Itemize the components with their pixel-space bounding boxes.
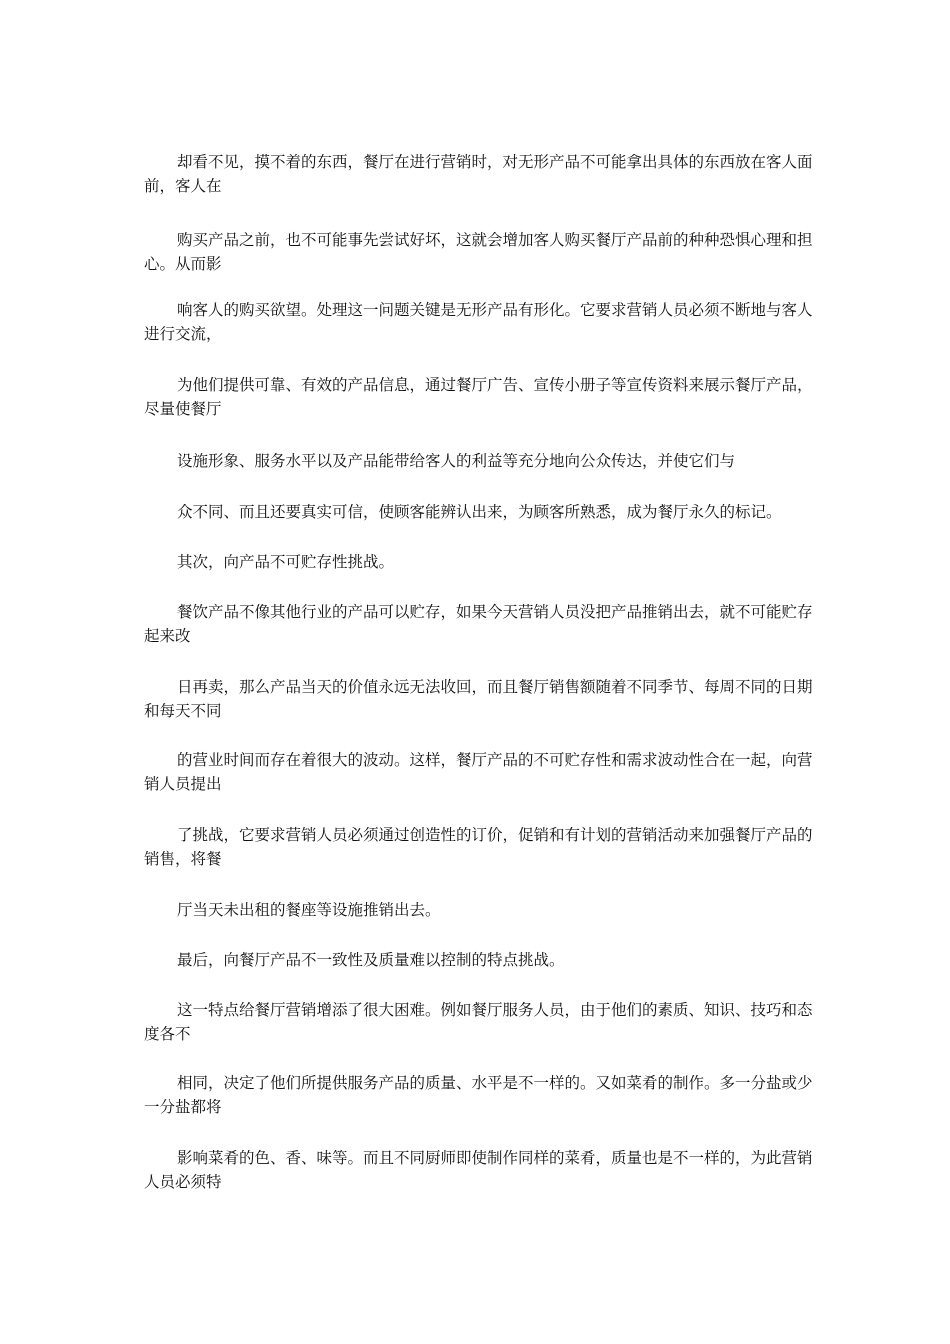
paragraph: 日再卖，那么产品当天的价值永远无法收回，而且餐厅销售额随着不同季节、每周不同的日期和每天不同 [144,678,813,720]
paragraph: 厅当天未出租的餐座等设施推销出去。 [177,901,441,919]
paragraph: 影响菜肴的色、香、味等。而且不同厨师即使制作同样的菜肴，质量也是不一样的，为此营销人员必须特 [144,1149,813,1191]
paragraph: 餐饮产品不像其他行业的产品可以贮存，如果今天营销人员没把产品推销出去，就不可能贮存起来改 [144,603,813,645]
paragraph: 最后，向餐厅产品不一致性及质量难以控制的特点挑战。 [177,951,565,969]
paragraph: 相同，决定了他们所提供服务产品的质量、水平是不一样的。又如菜肴的制作。多一分盐或少一分盐都将 [144,1074,813,1116]
paragraph: 响客人的购买欲望。处理这一问题关键是无形产品有形化。它要求营销人员必须不断地与客人进行交流， [144,301,813,343]
paragraph: 这一特点给餐厅营销增添了很大困难。例如餐厅服务人员，由于他们的素质、知识、技巧和态度各不 [144,1001,813,1043]
paragraph: 为他们提供可靠、有效的产品信息，通过餐厅广告、宣传小册子等宣传资料来展示餐厅产品，尽量使餐厅 [144,376,813,418]
paragraph: 其次，向产品不可贮存性挑战。 [177,553,395,571]
paragraph: 设施形象、服务水平以及产品能带给客人的利益等充分地向公众传达，并使它们与 [177,452,736,470]
paragraph: 购买产品之前，也不可能事先尝试好坏，这就会增加客人购买餐厅产品前的种种恐惧心理和担心。从而影 [144,231,813,273]
paragraph: 众不同、而且还要真实可信，使顾客能辨认出来，为顾客所熟悉，成为餐厅永久的标记。 [177,503,782,521]
paragraph: 的营业时间而存在着很大的波动。这样，餐厅产品的不可贮存性和需求波动性合在一起，向营销人员提出 [144,751,813,793]
paragraph: 却看不见，摸不着的东西，餐厅在进行营销时，对无形产品不可能拿出具体的东西放在客人面前，客人在 [144,153,813,195]
paragraph: 了挑战，它要求营销人员必须通过创造性的订价，促销和有计划的营销活动来加强餐厅产品的销售，将餐 [144,826,813,868]
